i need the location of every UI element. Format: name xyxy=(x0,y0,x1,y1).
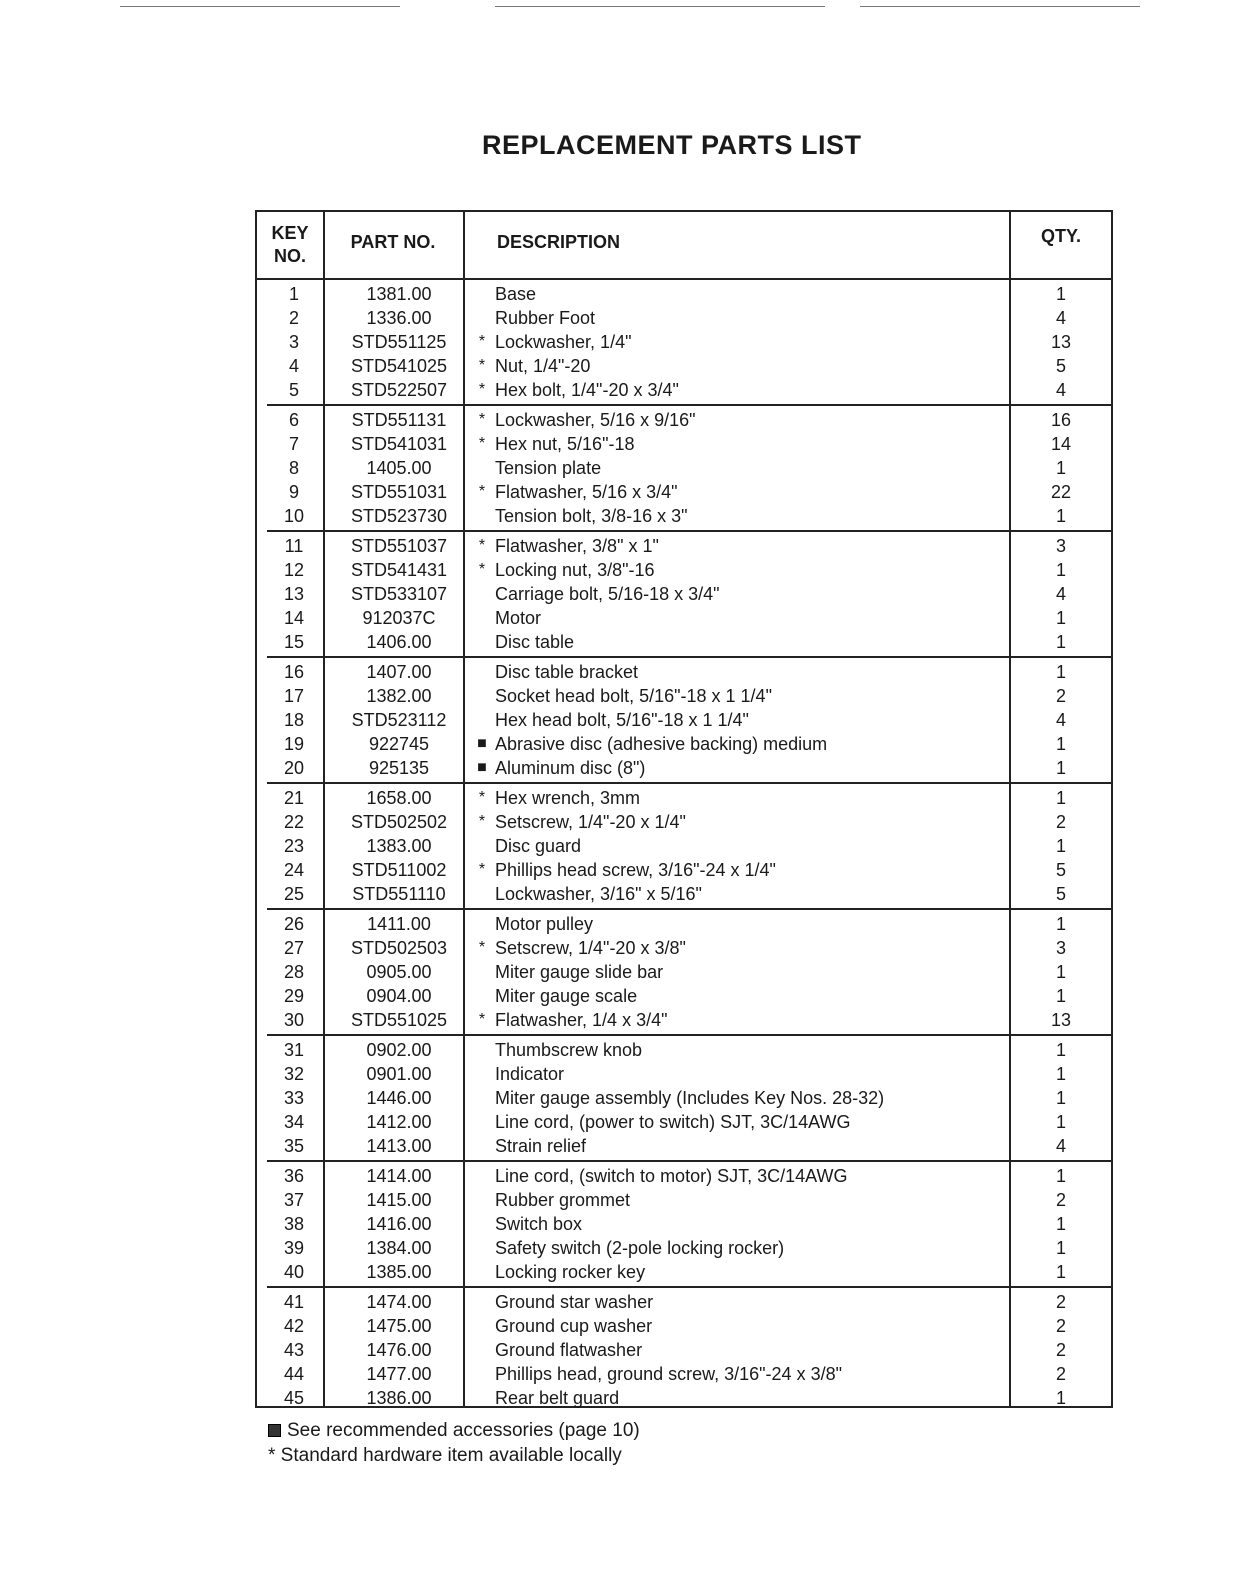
key-cell: 36 xyxy=(283,1166,305,1186)
table-row xyxy=(257,1260,1111,1284)
qty-cell: 1 xyxy=(1055,1214,1066,1234)
description-cell: Thumbscrew knob xyxy=(495,1040,643,1060)
key-cell: 10 xyxy=(283,506,305,526)
key-cell: 14 xyxy=(283,608,305,628)
key-cell: 25 xyxy=(283,884,305,904)
marker-cell: * xyxy=(478,381,486,398)
key-cell: 27 xyxy=(283,938,305,958)
table-row xyxy=(257,708,1111,732)
table-row xyxy=(257,1314,1111,1338)
table-row xyxy=(257,582,1111,606)
part-no-cell: 1474.00 xyxy=(366,1292,432,1312)
description-cell: Aluminum disc (8") xyxy=(495,758,646,778)
table-row xyxy=(257,1062,1111,1086)
key-cell: 16 xyxy=(283,662,305,682)
description-cell: Disc table bracket xyxy=(495,662,639,682)
part-no-cell: STD502503 xyxy=(350,938,448,958)
marker-cell: * xyxy=(478,939,486,956)
qty-cell: 1 xyxy=(1055,1388,1066,1408)
part-no-cell: 1414.00 xyxy=(366,1166,432,1186)
key-cell: 7 xyxy=(288,434,299,454)
qty-cell: 2 xyxy=(1055,686,1066,706)
qty-cell: 2 xyxy=(1055,1190,1066,1210)
key-cell: 42 xyxy=(283,1316,305,1336)
qty-cell: 1 xyxy=(1055,836,1066,856)
qty-cell: 1 xyxy=(1055,734,1066,754)
description-cell: Ground cup washer xyxy=(495,1316,653,1336)
qty-cell: 1 xyxy=(1055,506,1066,526)
description-cell: Lockwasher, 3/16" x 5/16" xyxy=(495,884,702,904)
key-cell: 12 xyxy=(283,560,305,580)
part-no-cell: STD523730 xyxy=(350,506,448,526)
key-cell: 8 xyxy=(288,458,299,478)
qty-cell: 4 xyxy=(1055,308,1066,328)
part-no-cell: 1415.00 xyxy=(366,1190,432,1210)
part-no-cell: STD551125 xyxy=(351,332,447,352)
qty-cell: 4 xyxy=(1055,710,1066,730)
key-cell: 45 xyxy=(283,1388,305,1408)
part-no-cell: STD541025 xyxy=(350,356,448,376)
marker-cell: * xyxy=(478,483,486,500)
description-cell: Flatwasher, 3/8" x 1" xyxy=(495,536,659,556)
table-row xyxy=(257,684,1111,708)
qty-cell: 1 xyxy=(1055,914,1066,934)
marker-cell: * xyxy=(478,411,486,428)
description-cell: Hex wrench, 3mm xyxy=(495,788,641,808)
table-row xyxy=(257,882,1111,906)
part-no-cell: 1476.00 xyxy=(366,1340,432,1360)
group-divider xyxy=(267,782,1111,784)
description-cell: Phillips head screw, 3/16"-24 x 1/4" xyxy=(495,860,776,880)
description-cell: Setscrew, 1/4"-20 x 1/4" xyxy=(495,812,686,832)
key-cell: 1 xyxy=(288,284,299,304)
key-cell: 11 xyxy=(284,536,304,556)
qty-cell: 1 xyxy=(1055,632,1066,652)
description-cell: Line cord, (switch to motor) SJT, 3C/14AWG xyxy=(495,1166,848,1186)
header-key-no: KEY NO. xyxy=(271,223,309,266)
table-row xyxy=(257,534,1111,558)
description-cell: Safety switch (2-pole locking rocker) xyxy=(495,1238,785,1258)
description-cell: Miter gauge slide bar xyxy=(495,962,664,982)
key-cell: 19 xyxy=(283,734,305,754)
part-no-cell: 922745 xyxy=(368,734,430,754)
qty-cell: 1 xyxy=(1055,788,1066,808)
part-no-cell: 1336.00 xyxy=(366,308,432,328)
qty-cell: 1 xyxy=(1055,1262,1066,1282)
header-part-no: PART NO. xyxy=(350,232,436,252)
table-row xyxy=(257,660,1111,684)
table-row xyxy=(257,1110,1111,1134)
key-cell: 13 xyxy=(283,584,305,604)
table-row xyxy=(257,558,1111,582)
part-no-cell: 0901.00 xyxy=(366,1064,432,1084)
part-no-cell: STD551110 xyxy=(352,884,446,904)
table-row xyxy=(257,1212,1111,1236)
table-row xyxy=(257,408,1111,432)
key-cell: 33 xyxy=(283,1088,305,1108)
group-divider xyxy=(267,1034,1111,1036)
part-no-cell: STD551131 xyxy=(351,410,447,430)
qty-cell: 5 xyxy=(1055,884,1066,904)
description-cell: Disc table xyxy=(495,632,575,652)
legend-accessories-text: See recommended accessories (page 10) xyxy=(287,1420,640,1441)
qty-cell: 1 xyxy=(1055,1166,1066,1186)
description-cell: Hex nut, 5/16"-18 xyxy=(495,434,635,454)
description-cell: Switch box xyxy=(495,1214,583,1234)
group-divider xyxy=(267,1286,1111,1288)
part-no-cell: 1384.00 xyxy=(366,1238,432,1258)
key-cell: 35 xyxy=(283,1136,305,1156)
qty-cell: 2 xyxy=(1055,1340,1066,1360)
table-row xyxy=(257,960,1111,984)
part-no-cell: 1407.00 xyxy=(366,662,432,682)
group-divider xyxy=(267,908,1111,910)
description-cell: Line cord, (power to switch) SJT, 3C/14AWG xyxy=(495,1112,851,1132)
qty-cell: 4 xyxy=(1055,584,1066,604)
part-no-cell: 1383.00 xyxy=(366,836,432,856)
key-cell: 34 xyxy=(283,1112,305,1132)
table-row xyxy=(257,1134,1111,1158)
key-cell: 5 xyxy=(288,380,299,400)
description-cell: Tension plate xyxy=(495,458,602,478)
table-row xyxy=(257,1188,1111,1212)
qty-cell: 2 xyxy=(1055,812,1066,832)
description-cell: Setscrew, 1/4"-20 x 3/8" xyxy=(495,938,686,958)
key-cell: 44 xyxy=(283,1364,305,1384)
header-divider xyxy=(257,278,1111,280)
table-row xyxy=(257,354,1111,378)
description-cell: Rubber grommet xyxy=(495,1190,631,1210)
marker-cell: ■ xyxy=(477,735,487,752)
key-cell: 39 xyxy=(283,1238,305,1258)
key-cell: 28 xyxy=(283,962,305,982)
key-cell: 29 xyxy=(283,986,305,1006)
qty-cell: 2 xyxy=(1055,1316,1066,1336)
part-no-cell: STD523112 xyxy=(351,710,447,730)
description-cell: Base xyxy=(495,284,537,304)
part-no-cell: STD502502 xyxy=(350,812,448,832)
part-no-cell: 912037C xyxy=(362,608,436,628)
key-cell: 30 xyxy=(283,1010,305,1030)
table-row xyxy=(257,606,1111,630)
parts-table xyxy=(255,210,1113,1408)
part-no-cell: 1658.00 xyxy=(366,788,432,808)
qty-cell: 3 xyxy=(1055,536,1066,556)
table-row xyxy=(257,1164,1111,1188)
table-row xyxy=(257,984,1111,1008)
legend-standard: * Standard hardware item available locally xyxy=(268,1445,622,1466)
page-title: REPLACEMENT PARTS LIST xyxy=(482,130,862,160)
part-no-cell: 1405.00 xyxy=(366,458,432,478)
part-no-cell: STD551025 xyxy=(350,1010,448,1030)
table-row xyxy=(257,834,1111,858)
table-row xyxy=(257,786,1111,810)
description-cell: Ground flatwasher xyxy=(495,1340,643,1360)
table-row xyxy=(257,630,1111,654)
key-cell: 24 xyxy=(283,860,305,880)
table-row xyxy=(257,1290,1111,1314)
key-cell: 31 xyxy=(283,1040,305,1060)
marker-cell: * xyxy=(478,435,486,452)
marker-cell: * xyxy=(478,333,486,350)
table-row xyxy=(257,378,1111,402)
table-row xyxy=(257,1008,1111,1032)
description-cell: Nut, 1/4"-20 xyxy=(495,356,591,376)
part-no-cell: STD541031 xyxy=(350,434,448,454)
key-cell: 2 xyxy=(288,308,299,328)
part-no-cell: STD551031 xyxy=(350,482,448,502)
qty-cell: 1 xyxy=(1055,1088,1066,1108)
description-cell: Flatwasher, 1/4 x 3/4" xyxy=(495,1010,668,1030)
description-cell: Miter gauge scale xyxy=(495,986,638,1006)
marker-cell: * xyxy=(478,561,486,578)
table-row xyxy=(257,912,1111,936)
key-cell: 38 xyxy=(283,1214,305,1234)
part-no-cell: 1477.00 xyxy=(366,1364,432,1384)
qty-cell: 1 xyxy=(1055,560,1066,580)
qty-cell: 3 xyxy=(1055,938,1066,958)
qty-cell: 16 xyxy=(1050,410,1072,430)
part-no-cell: STD522507 xyxy=(350,380,448,400)
key-cell: 9 xyxy=(288,482,299,502)
key-cell: 43 xyxy=(283,1340,305,1360)
table-row xyxy=(257,330,1111,354)
scan-top-line-right xyxy=(860,6,1140,7)
part-no-cell: STD533107 xyxy=(350,584,448,604)
part-no-cell: 1382.00 xyxy=(366,686,432,706)
key-cell: 32 xyxy=(283,1064,305,1084)
part-no-cell: 1411.00 xyxy=(367,914,431,934)
qty-cell: 5 xyxy=(1055,860,1066,880)
table-row xyxy=(257,282,1111,306)
table-row xyxy=(257,1362,1111,1386)
marker-cell: * xyxy=(478,789,486,806)
marker-cell: * xyxy=(478,357,486,374)
qty-cell: 1 xyxy=(1055,758,1066,778)
qty-cell: 1 xyxy=(1055,1040,1066,1060)
qty-cell: 4 xyxy=(1055,1136,1066,1156)
key-cell: 40 xyxy=(283,1262,305,1282)
part-no-cell: 0905.00 xyxy=(366,962,432,982)
qty-cell: 4 xyxy=(1055,380,1066,400)
key-cell: 17 xyxy=(283,686,305,706)
group-divider xyxy=(267,1160,1111,1162)
description-cell: Disc guard xyxy=(495,836,582,856)
part-no-cell: 925135 xyxy=(368,758,430,778)
description-cell: Hex bolt, 1/4"-20 x 3/4" xyxy=(495,380,679,400)
description-cell: Socket head bolt, 5/16"-18 x 1 1/4" xyxy=(495,686,772,706)
qty-cell: 1 xyxy=(1055,608,1066,628)
description-cell: Lockwasher, 5/16 x 9/16" xyxy=(495,410,696,430)
description-cell: Indicator xyxy=(495,1064,565,1084)
marker-cell: * xyxy=(478,813,486,830)
description-cell: Miter gauge assembly (Includes Key Nos. 28-32) xyxy=(495,1088,885,1108)
part-no-cell: 1416.00 xyxy=(366,1214,432,1234)
table-row xyxy=(257,456,1111,480)
description-cell: Locking nut, 3/8"-16 xyxy=(495,560,655,580)
description-cell: Rubber Foot xyxy=(495,308,596,328)
qty-cell: 1 xyxy=(1055,662,1066,682)
qty-cell: 1 xyxy=(1055,986,1066,1006)
part-no-cell: 1385.00 xyxy=(366,1262,432,1282)
description-cell: Lockwasher, 1/4" xyxy=(495,332,632,352)
qty-cell: 2 xyxy=(1055,1364,1066,1384)
qty-cell: 5 xyxy=(1055,356,1066,376)
table-row xyxy=(257,756,1111,780)
table-row xyxy=(257,432,1111,456)
table-row xyxy=(257,1236,1111,1260)
key-cell: 23 xyxy=(283,836,305,856)
table-row xyxy=(257,1386,1111,1410)
table-row xyxy=(257,480,1111,504)
group-divider xyxy=(267,656,1111,658)
description-cell: Tension bolt, 3/8-16 x 3" xyxy=(495,506,688,526)
marker-cell: * xyxy=(478,861,486,878)
part-no-cell: STD511002 xyxy=(351,860,447,880)
part-no-cell: STD551037 xyxy=(350,536,448,556)
qty-cell: 1 xyxy=(1055,458,1066,478)
table-row xyxy=(257,1086,1111,1110)
description-cell: Motor pulley xyxy=(495,914,594,934)
group-divider xyxy=(267,530,1111,532)
qty-cell: 22 xyxy=(1050,482,1072,502)
qty-cell: 1 xyxy=(1055,1112,1066,1132)
group-divider xyxy=(267,404,1111,406)
description-cell: Abrasive disc (adhesive backing) medium xyxy=(495,734,828,754)
qty-cell: 1 xyxy=(1055,1064,1066,1084)
description-cell: Rear belt guard xyxy=(495,1388,620,1408)
description-cell: Phillips head, ground screw, 3/16"-24 x 3/8" xyxy=(495,1364,842,1384)
table-row xyxy=(257,858,1111,882)
qty-cell: 13 xyxy=(1050,332,1072,352)
description-cell: Carriage bolt, 5/16-18 x 3/4" xyxy=(495,584,720,604)
accessory-square-icon xyxy=(268,1424,281,1437)
marker-cell: * xyxy=(478,1011,486,1028)
key-cell: 6 xyxy=(288,410,299,430)
part-no-cell: 1446.00 xyxy=(366,1088,432,1108)
key-cell: 20 xyxy=(283,758,305,778)
description-cell: Hex head bolt, 5/16"-18 x 1 1/4" xyxy=(495,710,749,730)
part-no-cell: 1413.00 xyxy=(366,1136,432,1156)
scan-top-line-mid xyxy=(495,6,825,7)
legend-accessories xyxy=(268,1420,640,1442)
qty-cell: 2 xyxy=(1055,1292,1066,1312)
table-row xyxy=(257,504,1111,528)
table-row xyxy=(257,1038,1111,1062)
key-cell: 4 xyxy=(288,356,299,376)
table-row xyxy=(257,810,1111,834)
part-no-cell: 1475.00 xyxy=(366,1316,432,1336)
header-description: DESCRIPTION xyxy=(497,232,621,252)
key-cell: 37 xyxy=(283,1190,305,1210)
marker-cell: ■ xyxy=(477,759,487,776)
key-cell: 18 xyxy=(283,710,305,730)
part-no-cell: 0904.00 xyxy=(366,986,432,1006)
header-qty: QTY. xyxy=(1040,226,1081,246)
table-row xyxy=(257,1338,1111,1362)
qty-cell: 1 xyxy=(1055,284,1066,304)
key-cell: 15 xyxy=(283,632,305,652)
marker-cell: * xyxy=(478,537,486,554)
table-row xyxy=(257,936,1111,960)
description-cell: Motor xyxy=(495,608,542,628)
qty-cell: 13 xyxy=(1050,1010,1072,1030)
part-no-cell: 0902.00 xyxy=(366,1040,432,1060)
key-cell: 22 xyxy=(283,812,305,832)
description-cell: Flatwasher, 5/16 x 3/4" xyxy=(495,482,678,502)
part-no-cell: 1412.00 xyxy=(366,1112,432,1132)
part-no-cell: 1386.00 xyxy=(366,1388,432,1408)
part-no-cell: 1406.00 xyxy=(366,632,432,652)
qty-cell: 14 xyxy=(1050,434,1072,454)
scan-top-line-left xyxy=(120,6,400,7)
part-no-cell: STD541431 xyxy=(350,560,448,580)
key-cell: 26 xyxy=(283,914,305,934)
table-row xyxy=(257,732,1111,756)
key-cell: 3 xyxy=(288,332,299,352)
key-cell: 21 xyxy=(283,788,305,808)
description-cell: Ground star washer xyxy=(495,1292,654,1312)
qty-cell: 1 xyxy=(1055,962,1066,982)
description-cell: Locking rocker key xyxy=(495,1262,646,1282)
table-row xyxy=(257,306,1111,330)
part-no-cell: 1381.00 xyxy=(366,284,432,304)
key-cell: 41 xyxy=(283,1292,305,1312)
qty-cell: 1 xyxy=(1055,1238,1066,1258)
description-cell: Strain relief xyxy=(495,1136,587,1156)
